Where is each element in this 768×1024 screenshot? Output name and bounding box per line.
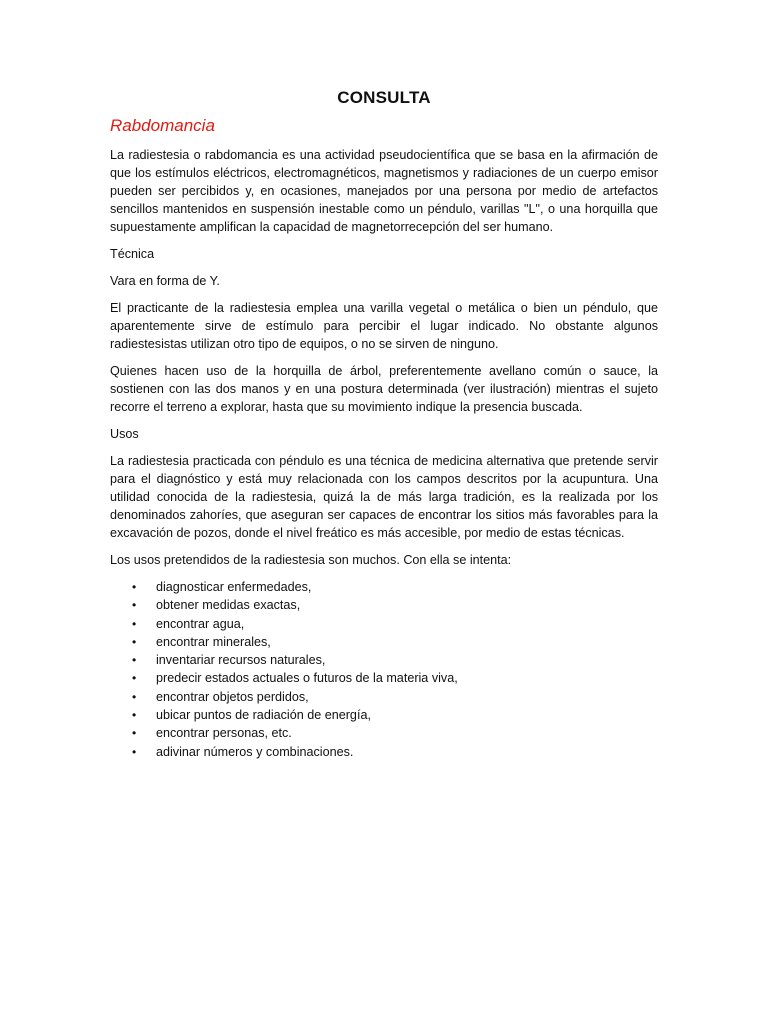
section-heading-rabdomancia: Rabdomancia — [110, 116, 215, 135]
list-item — [110, 669, 658, 687]
bullet-icon: • — [132, 653, 137, 668]
bullet-icon: • — [132, 671, 137, 686]
subheading-tecnica: Técnica — [110, 247, 155, 261]
bullet-icon: • — [132, 689, 137, 704]
list-item-text: adivinar números y combinaciones. — [156, 744, 354, 759]
list-item-text: encontrar minerales, — [156, 634, 271, 649]
list-item-text: obtener medidas exactas, — [156, 598, 301, 613]
list-item-text: diagnosticar enfermedades, — [156, 580, 312, 594]
usos-paragraph-1: La radiestesia practicada con péndulo es una técnica de medicina alternativa que pretende servir para el diagnóstico y está muy relacionada con los campos descritos por la acupuntura. Una utilidad conocida de la radiestesia, quizá la de más larga tradición, es la realizada por los denominados zahoríes, que aseguran ser capaces de encontrar los sitios más favorables para la excavación de pozos, donde el nivel freático es más accesible, por medio de estas técnicas. — [110, 454, 658, 540]
list-item — [110, 706, 658, 724]
bullet-icon: • — [132, 744, 137, 759]
bullet-icon: • — [132, 580, 137, 594]
page-title: CONSULTA — [337, 88, 431, 107]
list-item — [110, 578, 658, 596]
list-item-text: encontrar objetos perdidos, — [156, 689, 309, 704]
usos-paragraph-2: Los usos pretendidos de la radiestesia son muchos. Con ella se intenta: — [110, 553, 512, 567]
uses-list — [110, 578, 658, 761]
tecnica-paragraph-1: El practicante de la radiestesia emplea una varilla vegetal o metálica o bien un péndulo, que aparentemente sirve de estímulo para percibir el lugar indicado. No obstante algunos radiestesistas utilizan otro tipo de equipos, o no se sirven de ninguno. — [110, 301, 658, 351]
list-item — [110, 724, 658, 742]
list-item — [110, 743, 658, 761]
bullet-icon: • — [132, 708, 137, 723]
subheading-usos: Usos — [110, 427, 139, 441]
bullet-icon: • — [132, 598, 137, 613]
list-item-text: encontrar agua, — [156, 616, 245, 631]
bullet-icon: • — [132, 726, 137, 741]
list-item-text: predecir estados actuales o futuros de la materia viva, — [156, 671, 458, 686]
list-item — [110, 596, 658, 614]
tecnica-paragraph-2: Quienes hacen uso de la horquilla de árbol, preferentemente avellano común o sauce, la sostienen con las dos manos y en una postura determinada (ver ilustración) mientras el sujeto recorre el terreno a explorar, hasta que su movimiento indique la presencia buscada. — [110, 364, 658, 414]
list-item-text: ubicar puntos de radiación de energía, — [156, 708, 371, 723]
intro-paragraph: La radiestesia o rabdomancia es una actividad pseudocientífica que se basa en la afirmación de que los estímulos eléctricos, electromagnéticos, magnetismos y radiaciones de un cuerpo emisor pueden ser percibidos y, en ocasiones, manejados por una persona por medio de artefactos sencillos mantenidos en suspensión inestable como un péndulo, varillas "L", o una horquilla que supuestamente amplifican la capacidad de magnetorrecepción del ser humano. — [110, 148, 658, 234]
document-page — [110, 88, 658, 761]
list-item-text: inventariar recursos naturales, — [156, 653, 326, 668]
list-item-text: encontrar personas, etc. — [156, 726, 292, 741]
list-item — [110, 651, 658, 669]
bullet-icon: • — [132, 634, 137, 649]
list-item — [110, 633, 658, 651]
list-item — [110, 688, 658, 706]
tecnica-line: Vara en forma de Y. — [110, 274, 220, 288]
list-item — [110, 615, 658, 633]
bullet-icon: • — [132, 616, 137, 631]
